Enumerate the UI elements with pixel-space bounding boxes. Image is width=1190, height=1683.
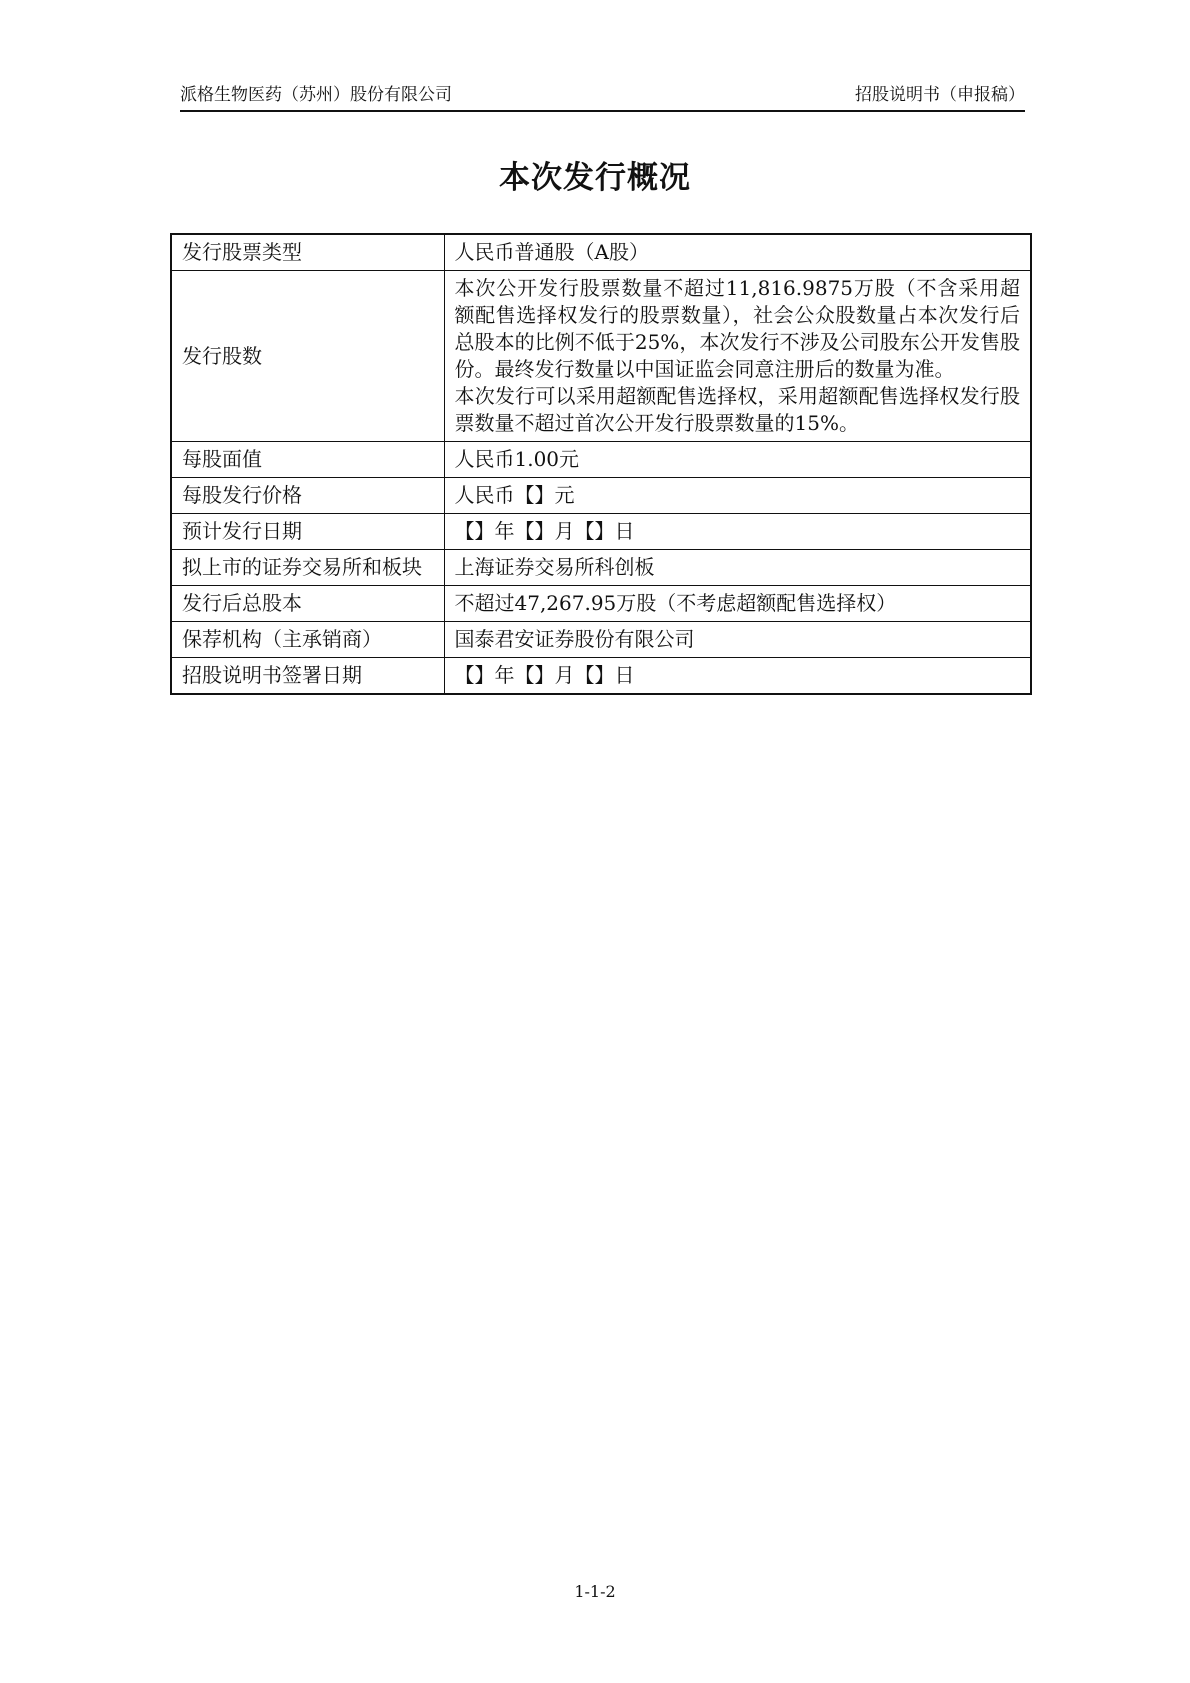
row-label: 拟上市的证券交易所和板块 [171,550,444,586]
row-value: 不超过47,267.95万股（不考虑超额配售选择权） [444,586,1031,622]
row-value: 【】年【】月【】日 [444,658,1031,695]
row-value [444,271,1031,442]
row-value: 上海证券交易所科创板 [444,550,1031,586]
header-company-name: 派格生物医药（苏州）股份有限公司 [180,85,452,105]
row-value: 人民币1.00元 [444,442,1031,478]
table-row-total-shares [171,586,1031,622]
row-label: 发行股数 [171,271,444,442]
row-label: 每股发行价格 [171,478,444,514]
table-row-stock-type [171,234,1031,271]
table-row-exchange [171,550,1031,586]
row-label: 保荐机构（主承销商） [171,622,444,658]
row-label: 预计发行日期 [171,514,444,550]
row-value: 【】年【】月【】日 [444,514,1031,550]
row-label: 招股说明书签署日期 [171,658,444,695]
row-label: 每股面值 [171,442,444,478]
table-row-issue-date [171,514,1031,550]
row-value: 人民币【】元 [444,478,1031,514]
page-number: 1-1-2 [574,1582,616,1601]
issue-shares-paragraph-2: 本次发行可以采用超额配售选择权，采用超额配售选择权发行股票数量不超过首次公开发行股票数量的15%。 [454,384,1020,435]
row-label: 发行后总股本 [171,586,444,622]
issuance-overview-table [170,233,1032,695]
row-label: 发行股票类型 [171,234,444,271]
table-row-signing-date [171,658,1031,695]
table-row-par-value [171,442,1031,478]
row-value: 国泰君安证券股份有限公司 [444,622,1031,658]
page-header [180,84,1025,112]
header-document-type: 招股说明书（申报稿） [855,85,1025,105]
row-value: 人民币普通股（A股） [444,234,1031,271]
table-row-issue-price [171,478,1031,514]
page-title: 本次发行概况 [499,160,691,196]
table-row-issue-shares [171,271,1031,442]
table-row-sponsor [171,622,1031,658]
issue-shares-paragraph-1: 本次公开发行股票数量不超过11,816.9875万股（不含采用超额配售选择权发行的股票数量），社会公众股数量占本次发行后总股本的比例不低于25%，本次发行不涉及公司股东公开发售股份。最终发行数量以中国证监会同意注册后的数量为准。 [454,276,1020,381]
